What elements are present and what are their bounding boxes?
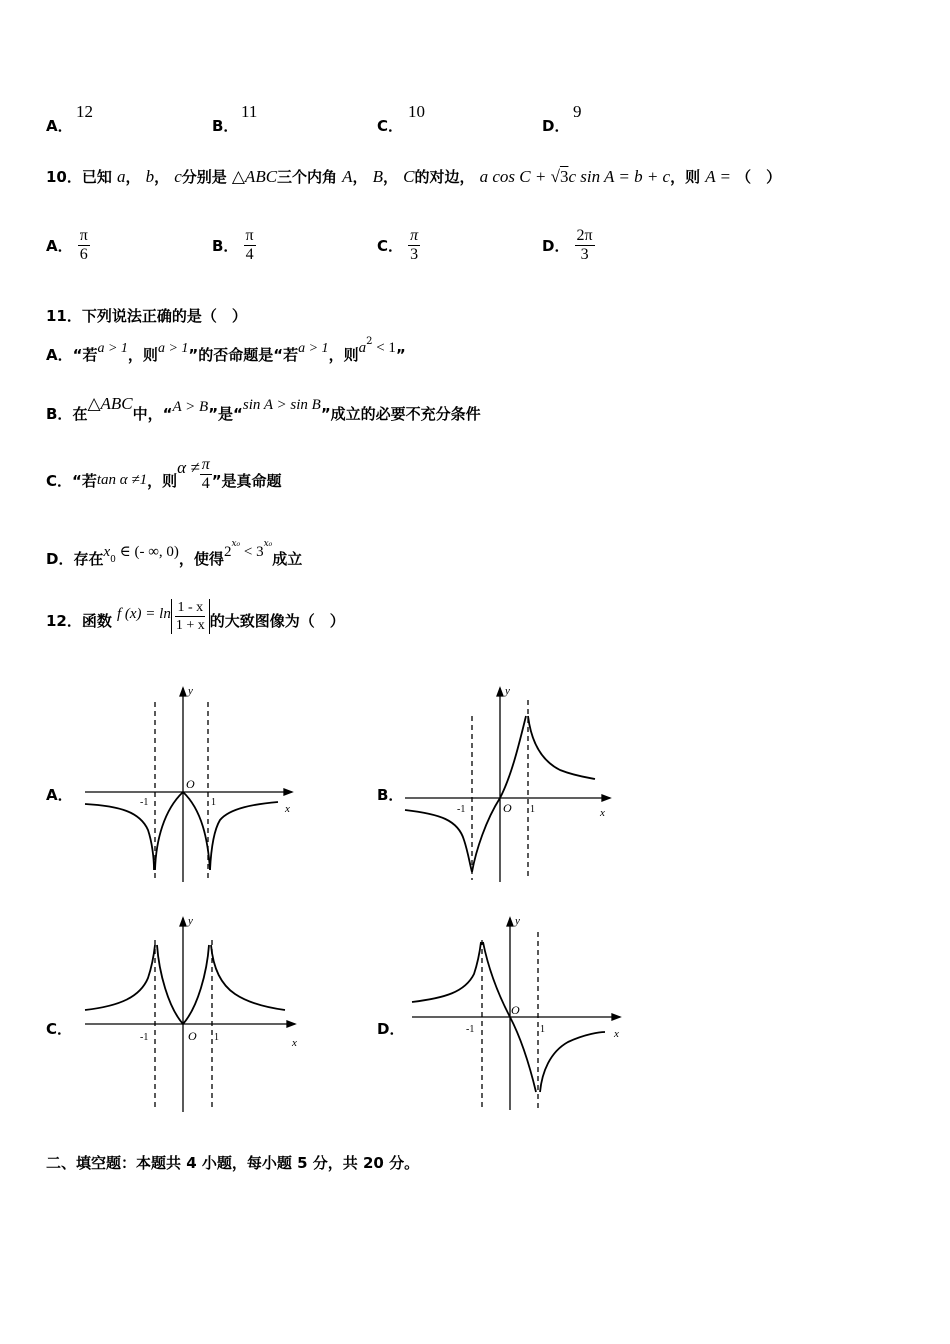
section-title: 二、填空题：本题共 4 小题，每小题 5 分，共 20 分。 [46,1154,420,1172]
q11-option-a: A．“若a > 1，则a > 1”的否命题是“若a > 1，则$a^2 < 1$” [46,335,406,364]
axis-label-y: y [188,685,193,697]
q9-option-a-value: 12 [76,102,93,121]
q12-stem: 12．函数 f (x) = ln $\frac{1 - x}{1 + x}$ 的大致图像为（ ） [46,600,345,633]
option-label: A． [46,237,73,255]
option-label: C． [377,237,404,255]
q10-option-b [212,227,256,264]
graph-label-c: C． [46,1020,73,1038]
graph-label-d: D． [377,1020,405,1038]
math: B [372,167,384,186]
axis-label-y: y [515,915,520,927]
q10-option-c [377,227,420,264]
graph-a [80,680,310,890]
q9-option-d-value: 9 [573,102,582,121]
text: 已知 [81,168,112,186]
fraction: $\frac{1 - x}{1 + x}$ [175,600,205,633]
math: c [174,167,182,186]
axis-label-x: x [614,1028,619,1040]
origin-label: O [511,1003,520,1017]
math: C [403,167,415,186]
math: △ABC [231,167,278,186]
tick-label-neg1: -1 [466,1024,475,1035]
origin-label: O [503,801,512,815]
q9-option-d [542,115,569,136]
text: （ ） [736,168,782,186]
fraction: $\frac{\pi}{4}$ [201,456,210,492]
text: 分别是 [181,168,227,186]
math: A = [705,167,732,186]
q10-option-d [542,227,595,264]
q10-option-a [46,227,90,264]
q10-stem: 10．已知 a， b， c分别是 △ABC三个内角 A， B， C的对边， a cos C + √3c sin A = b + c，则 A = （ ） [46,167,782,186]
option-label: B． [212,117,239,135]
origin-label: O [188,1029,197,1043]
math: a [116,167,126,186]
graph-b [400,680,620,890]
text: ，则 [670,168,701,186]
math: A [342,167,353,186]
graph-label-a: A． [46,786,73,804]
math: b [145,167,155,186]
tick-label-pos1: 1 [211,797,216,808]
tick-label-pos1: 1 [540,1024,545,1035]
graph-label-b: B． [377,786,404,804]
fraction: $\frac{\pi}{4}$ [245,227,254,263]
axis-label-x: x [285,803,290,815]
q9-option-c [377,115,403,136]
tick-label-pos1: 1 [214,1032,219,1043]
graph-d [400,912,630,1117]
math: a cos C + [479,167,551,186]
option-label: A． [46,346,73,364]
option-label: D． [542,237,570,255]
q11-option-b: B．在△ABC中，“A > B”是“sin A > sin B”成立的必要不充分条件 [46,394,481,423]
axis-label-x: x [292,1037,297,1049]
tick-label-neg1: -1 [457,804,466,815]
tick-label-neg1: -1 [140,1032,149,1043]
origin-label: O [186,777,195,791]
text: 三个内角 [277,168,338,186]
option-label: C． [46,472,73,490]
axis-label-y: y [505,685,510,697]
text: 的对边， [414,168,475,186]
axis-label-x: x [600,807,605,819]
option-label: D． [542,117,570,135]
q11-option-d: D．存在$x_0$ ∈ (- ∞, 0)，使得$2^{x_0} < 3^{x_0}$成立 [46,538,303,568]
option-label: C． [377,117,404,135]
q9-option-c-value: 10 [408,102,425,121]
q9-option-b [212,115,238,136]
q11-stem: 11．下列说法正确的是（ ） [46,307,247,325]
option-label: A． [46,117,73,135]
tick-label-pos1: 1 [530,804,535,815]
question-number: 10． [46,168,82,186]
fraction: $\frac{\pi}{3}$ [410,227,419,263]
option-label: B． [46,405,73,423]
fraction: $\frac{\pi}{6}$ [79,227,88,263]
q9-option-b-value: 11 [241,102,258,121]
q11-option-c: C．“若tan α ≠1，则α ≠ $\frac{\pi}{4}$ ”是真命题 [46,456,282,492]
option-label: D． [46,550,74,568]
axis-label-y: y [188,915,193,927]
option-label: B． [212,237,239,255]
fraction: $\frac{2\pi}{3}$ [576,227,593,263]
math: c sin A = b + c [568,167,671,186]
tick-label-neg1: -1 [140,797,149,808]
question-number: 12． [46,612,82,630]
math: f (x) = ln [116,606,171,622]
q9-option-a [46,115,73,136]
graph-c [80,912,310,1117]
math: 3 [559,167,569,186]
